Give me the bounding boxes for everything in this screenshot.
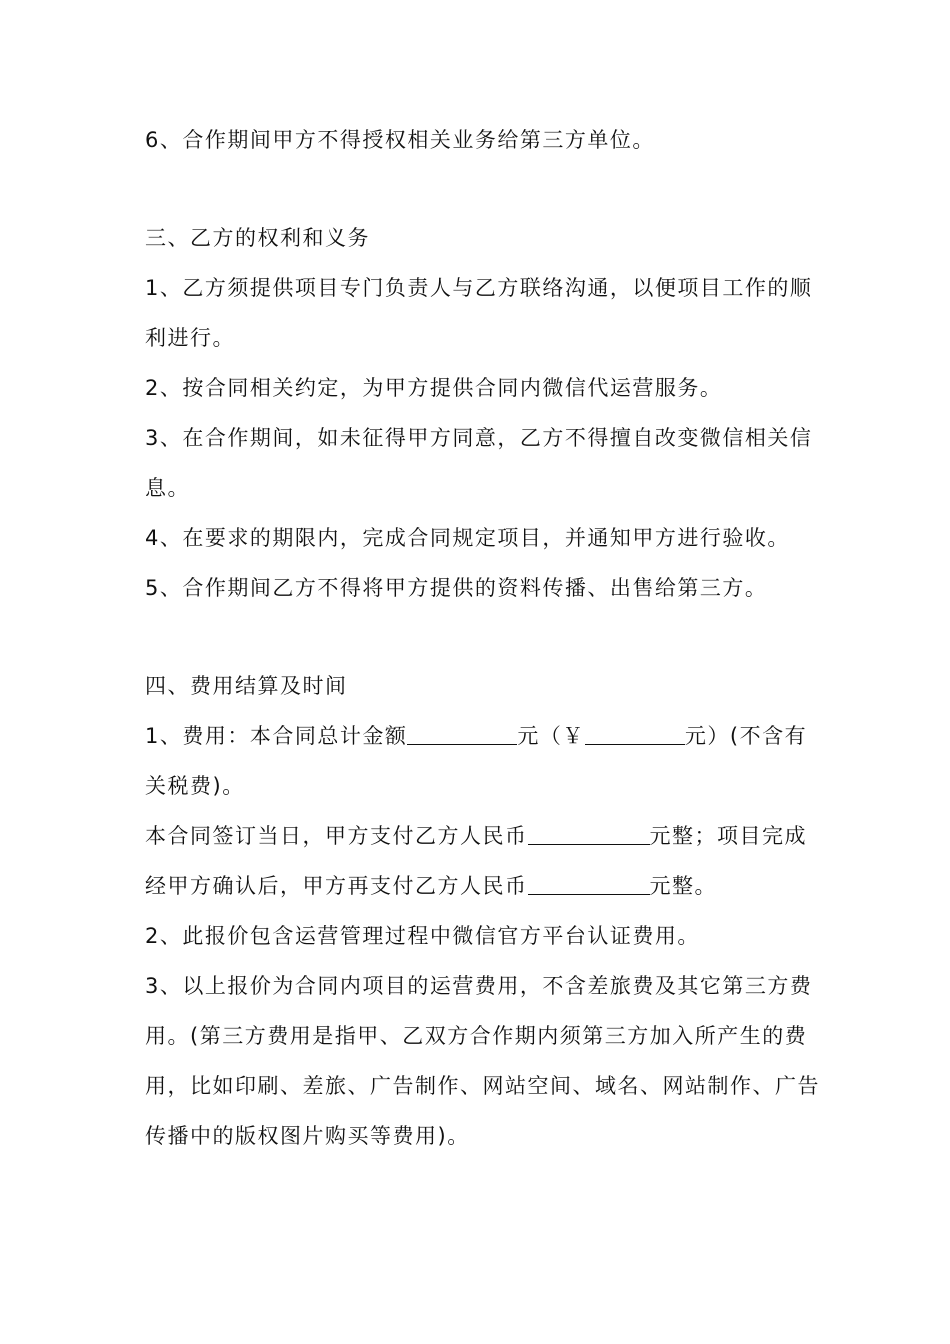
section-3-item-1-line-2: 利进行。 <box>145 326 235 350</box>
second-payment-blank[interactable] <box>528 872 650 895</box>
payment-2-suffix: 元整。 <box>649 874 717 898</box>
section-3-item-1-line-1: 1、乙方须提供项目专门负责人与乙方联络沟通，以便项目工作的顺 <box>145 276 813 300</box>
fee-line-1 <box>145 711 825 761</box>
total-amount-number-blank[interactable] <box>585 722 685 745</box>
payment-1-suffix: 元整；项目完成 <box>649 824 807 848</box>
section-4-item-3-line-4: 传播中的版权图片购买等费用)。 <box>145 1124 470 1148</box>
clause-6: 6、合作期间甲方不得授权相关业务给第三方单位。 <box>145 128 655 152</box>
payment-line-2 <box>145 861 825 911</box>
contract-page <box>145 115 825 1161</box>
spacer <box>145 613 825 661</box>
fee-suffix: 元）(不含有 <box>684 724 808 748</box>
section-3-item-5: 5、合作期间乙方不得将甲方提供的资料传播、出售给第三方。 <box>145 576 768 600</box>
total-amount-blank[interactable] <box>407 722 517 745</box>
section-3-item-3-line-1: 3、在合作期间，如未征得甲方同意，乙方不得擅自改变微信相关信 <box>145 426 813 450</box>
payment-1-prefix: 本合同签订当日，甲方支付乙方人民币 <box>145 824 528 848</box>
spacer <box>145 165 825 213</box>
first-payment-blank[interactable] <box>528 822 650 845</box>
section-3-item-4: 4、在要求的期限内，完成合同规定项目，并通知甲方进行验收。 <box>145 526 790 550</box>
payment-2-prefix: 经甲方确认后，甲方再支付乙方人民币 <box>145 874 528 898</box>
section-4-item-3-line-3: 用，比如印刷、差旅、广告制作、网站空间、域名、网站制作、广告 <box>145 1074 820 1098</box>
section-3-heading: 三、乙方的权利和义务 <box>145 226 370 250</box>
fee-line-2: 关税费)。 <box>145 774 245 798</box>
section-3-item-3-line-2: 息。 <box>145 476 190 500</box>
payment-line-1 <box>145 811 825 861</box>
section-4-heading: 四、费用结算及时间 <box>145 674 348 698</box>
fee-prefix: 1、费用：本合同总计金额 <box>145 724 408 748</box>
section-4-item-3-line-1: 3、以上报价为合同内项目的运营费用，不含差旅费及其它第三方费 <box>145 974 813 998</box>
fee-mid: 元（￥ <box>517 724 585 748</box>
section-4-item-2: 2、此报价包含运营管理过程中微信官方平台认证费用。 <box>145 924 700 948</box>
section-4-item-3-line-2: 用。(第三方费用是指甲、乙双方合作期内须第三方加入所产生的费 <box>145 1024 808 1048</box>
section-3-item-2: 2、按合同相关约定，为甲方提供合同内微信代运营服务。 <box>145 376 723 400</box>
